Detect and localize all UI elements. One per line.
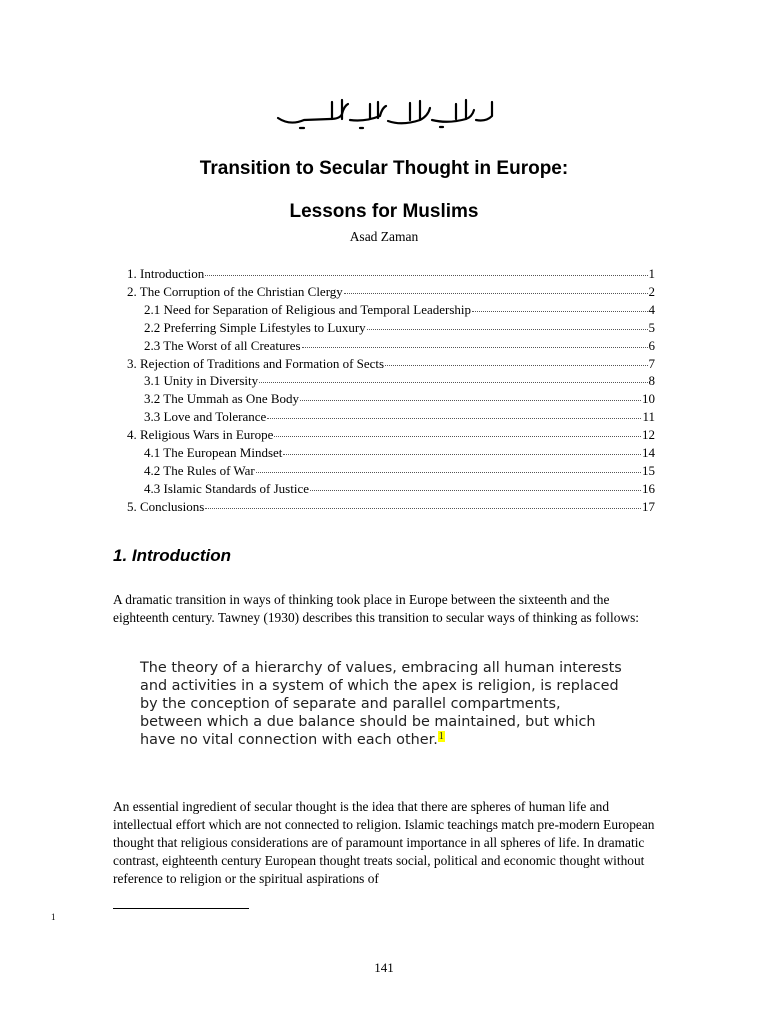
toc-entry-page: 14	[642, 445, 655, 461]
toc-entry-page: 6	[648, 337, 655, 353]
document-title: Transition to Secular Thought in Europe:	[199, 158, 569, 179]
toc-entry[interactable]	[127, 355, 655, 373]
toc-entry-page: 15	[642, 462, 655, 478]
toc-dot-leader	[256, 461, 641, 473]
toc-dot-leader	[267, 407, 641, 419]
toc-entry-label: 2. The Corruption of the Christian Clergy	[127, 283, 343, 299]
toc-entry[interactable]	[127, 408, 655, 426]
toc-entry-page: 12	[642, 427, 655, 443]
table-of-contents	[127, 265, 655, 516]
toc-entry[interactable]	[127, 390, 655, 408]
toc-entry-page: 7	[648, 355, 655, 371]
toc-entry[interactable]	[127, 480, 655, 498]
toc-entry-page: 1	[648, 266, 655, 281]
toc-dot-leader	[367, 318, 648, 330]
toc-entry-label: 3.2 The Ummah as One Body	[144, 391, 300, 407]
toc-entry-page: 5	[648, 319, 655, 335]
toc-entry[interactable]	[127, 301, 655, 319]
toc-entry[interactable]	[127, 444, 655, 462]
toc-dot-leader	[344, 282, 648, 294]
toc-entry[interactable]	[127, 372, 655, 390]
toc-dot-leader	[205, 264, 647, 276]
toc-entry-label: 3. Rejection of Traditions and Formation of Sects	[127, 355, 385, 371]
toc-entry[interactable]	[127, 319, 655, 337]
toc-entry-label: 4.2 The Rules of War	[144, 462, 255, 478]
toc-dot-leader	[472, 300, 647, 312]
toc-dot-leader	[283, 443, 641, 455]
toc-entry-page: 4	[648, 301, 655, 317]
footnote-number: 1	[51, 912, 56, 922]
toc-dot-leader	[302, 336, 648, 348]
toc-entry[interactable]	[127, 283, 655, 301]
toc-entry-page: 2	[648, 283, 655, 299]
toc-entry-label: 4.1 The European Mindset	[144, 445, 283, 461]
toc-entry-label: 4. Religious Wars in Europe	[127, 427, 274, 443]
toc-entry[interactable]	[127, 337, 655, 355]
toc-entry-page: 17	[642, 498, 655, 514]
document-subtitle: Lessons for Muslims	[289, 201, 479, 222]
toc-entry[interactable]	[127, 426, 655, 444]
toc-entry-page: 8	[648, 373, 655, 389]
toc-entry-label: 1. Introduction	[127, 266, 205, 281]
toc-entry-label: 2.2 Preferring Simple Lifestyles to Luxury	[144, 319, 366, 335]
footnote-separator	[113, 908, 249, 909]
toc-entry[interactable]	[127, 462, 655, 480]
toc-entry[interactable]	[127, 498, 655, 516]
toc-entry-label: 4.3 Islamic Standards of Justice	[144, 480, 309, 496]
block-quote	[140, 659, 625, 749]
toc-entry[interactable]	[127, 265, 655, 283]
toc-entry-label: 2.1 Need for Separation of Religious and Temporal Leadership	[144, 301, 472, 317]
toc-dot-leader	[385, 354, 647, 366]
toc-entry-label: 2.3 The Worst of all Creatures	[144, 337, 301, 353]
intro-paragraph: A dramatic transition in ways of thinking took place in Europe between the sixteenth and the eighteenth century. Tawney (1930) describes this transition to secular ways of thinking as follows:	[113, 592, 640, 625]
toc-entry-page: 10	[642, 391, 655, 407]
body-paragraph: An essential ingredient of secular thought is the idea that there are spheres of human life and intellectual effort which are not connected to religion. Islamic teachings match pre-modern European thought that religious considerations are of paramount importance in all spheres of life. In dramatic contrast, eighteenth century European thought treats social, political and economic thought without reference to religion or the spiritual aspirations of	[113, 799, 655, 886]
toc-dot-leader	[259, 371, 647, 383]
bismillah-calligraphy	[270, 92, 500, 132]
page-number: 141	[374, 960, 394, 975]
section-heading: 1. Introduction	[113, 546, 232, 565]
footnote-reference[interactable]: 1	[438, 730, 444, 742]
toc-dot-leader	[310, 479, 641, 491]
toc-dot-leader	[274, 425, 641, 437]
toc-dot-leader	[300, 389, 641, 401]
toc-entry-page: 16	[642, 480, 655, 496]
toc-dot-leader	[205, 497, 641, 509]
toc-entry-label: 5. Conclusions	[127, 498, 205, 514]
toc-entry-label: 3.1 Unity in Diversity	[144, 373, 259, 389]
toc-entry-label: 3.3 Love and Tolerance	[144, 409, 267, 425]
author-name: Asad Zaman	[349, 229, 419, 244]
bismillah-calligraphy-image	[270, 92, 500, 132]
quote-text: The theory of a hierarchy of values, embracing all human interests and activities in a system of which the apex is religion, is replaced by the conception of separate and parallel compartments, between which a due balance should be maintained, but which have no vital connection with each other.	[140, 660, 622, 749]
toc-entry-page: 11	[642, 409, 655, 425]
